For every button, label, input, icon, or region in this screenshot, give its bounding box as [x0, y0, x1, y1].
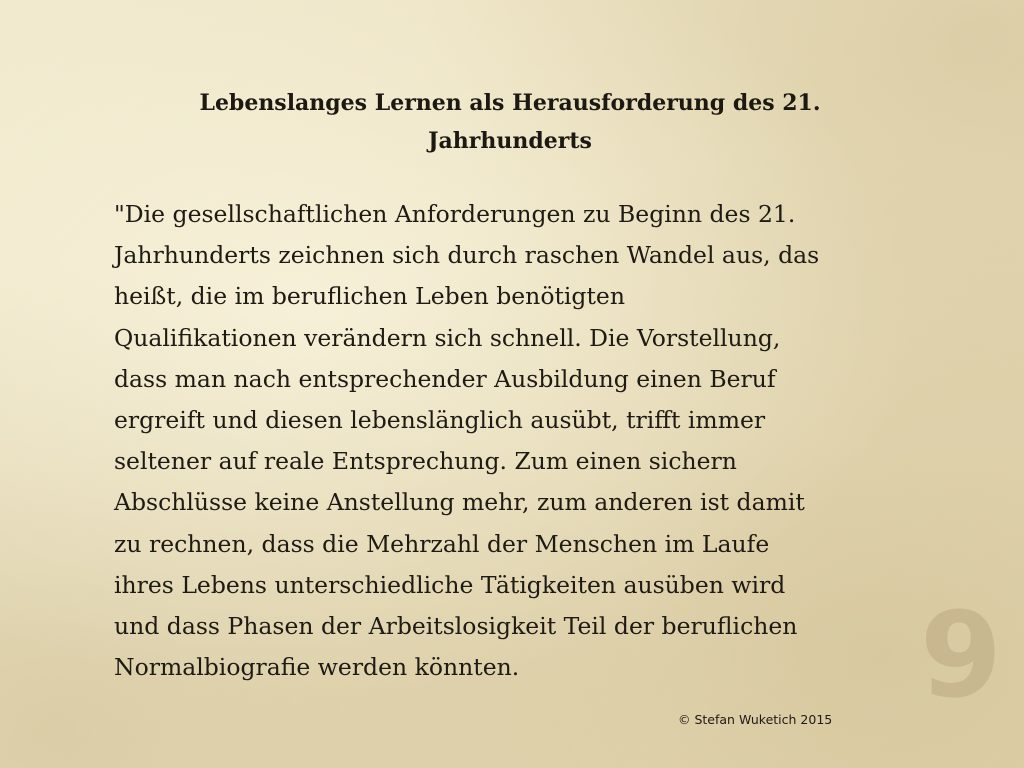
slide-title: Lebenslanges Lernen als Herausforderung des 21. Jahrhunderts	[199, 90, 821, 154]
quote-text	[114, 194, 914, 688]
page-number: 9	[919, 586, 1002, 724]
quote-line: "Die gesellschaftlichen Anforderungen zu Beginn des 21.	[114, 200, 796, 228]
quote-line: dass man nach entsprechender Ausbildung einen Beruf	[114, 364, 776, 393]
quote-line: Normalbiografie werden könnten.	[114, 653, 520, 682]
quote-line: zu rechnen, dass die Mehrzahl der Menschen im Laufe	[114, 529, 770, 558]
quote-line: ihres Lebens unterschiedliche Tätigkeiten ausüben wird	[114, 570, 786, 599]
quote-line: ergreift und diesen lebenslänglich ausübt, trifft immer	[114, 406, 766, 435]
quote-line: Jahrhunderts zeichnen sich durch raschen Wandel aus, das	[114, 241, 820, 270]
quote-line: Abschlüsse keine Anstellung mehr, zum anderen ist damit	[114, 488, 805, 517]
quote-line: seltener auf reale Entsprechung. Zum einen sichern	[114, 447, 737, 476]
copyright-notice: © Stefan Wuketich 2015	[678, 712, 833, 727]
quote-line: heißt, die im beruflichen Leben benötigten	[114, 282, 625, 311]
quote-line: und dass Phasen der Arbeitslosigkeit Teil der beruflichen	[114, 612, 798, 641]
quote-line: Qualifikationen verändern sich schnell. Die Vorstellung,	[114, 323, 781, 352]
